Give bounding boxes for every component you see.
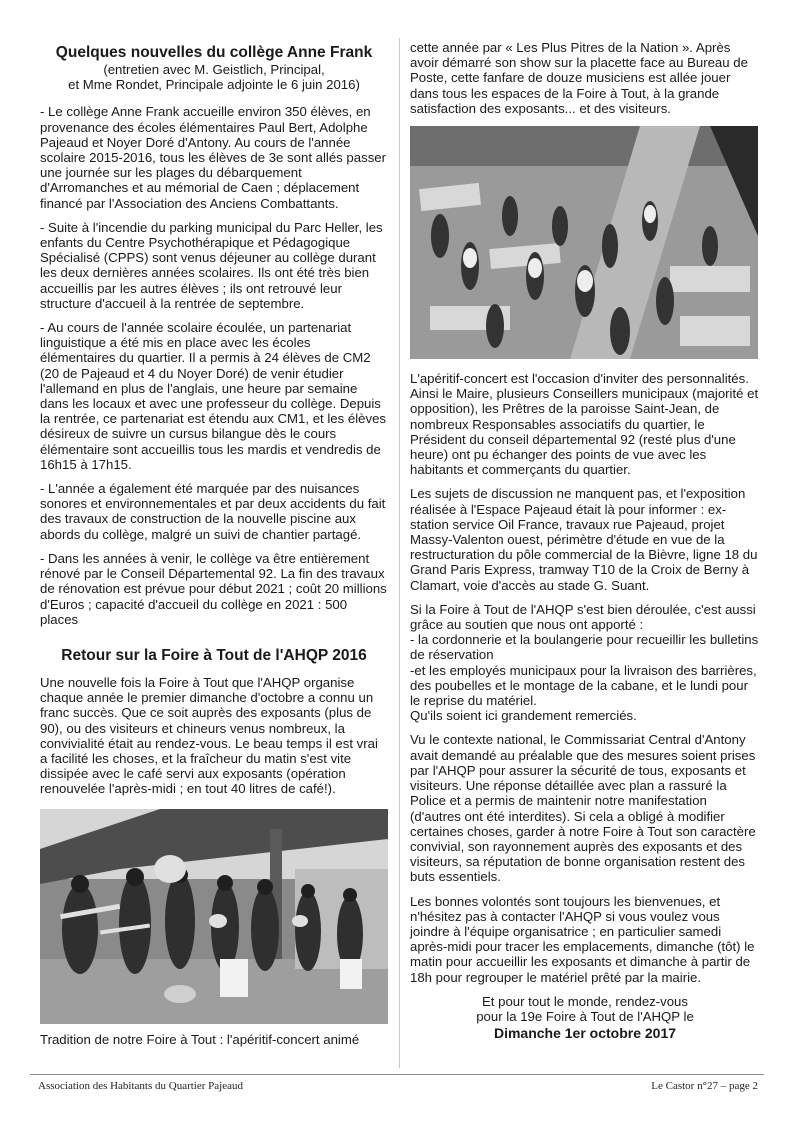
college-paragraph-3: - Au cours de l'année scolaire écoulée, un partenariat linguistique a été mis en place avec les écoles élémentaires du quartier. Il a permis à 24 élèves de CM2 (20 de Pajeaud et 4 du Noyer Doré) de venir étudier l'allemand en plus de l'anglais, une heure par semaine dans les locaux et avec une professeur du collège. Depuis la rentrée, ce partenariat est étendu aux CM1, et les élèves désireux de suivre un cursus bilangue dès le cours élémentaire sont accueillis tous les mardis et vendredis de 16h15 à 17h15. [40, 320, 386, 472]
fanfare-photo [40, 809, 388, 1024]
market-photo-illustration [410, 126, 758, 359]
left-column [40, 44, 388, 1047]
fanfare-photo-illustration [40, 809, 388, 1024]
security-paragraph: Vu le contexte national, le Commissariat Central d'Antony avait demandé au préalable que des mesures soient prises par l'AHQP pour assurer la sécurité de tous, exposants et visiteurs. Une réponse détaillée avec plan a rassuré la Police et a permis de maintenir notre manifestation (d'autres ont été interdites). Si cela a obligé à modifier certaines choses, garder à notre Foire à Tout son caractère convivial, son rayonnement auprès des exposants et des visiteurs, sa réputation de bonne organisation restent des buts essentiels. [410, 732, 756, 885]
foire-paragraph-continued: cette année par « Les Plus Pitres de la Nation ». Après avoir démarré son show sur la placette face au Bureau de Poste, cette fanfare de douze musiciens est allée jouer dans tous les espaces de la Foire à Tout, à la grande satisfaction des exposants... et des visiteurs. [410, 40, 748, 116]
footer-page-number: Le Castor n°27 – page 2 [651, 1080, 758, 1092]
article-subtitle-line1: (entretien avec M. Geistlich, Principal, [103, 62, 325, 77]
footer-rule [30, 1074, 764, 1075]
fanfare-photo-caption: Tradition de notre Foire à Tout : l'apéritif-concert animé [40, 1031, 360, 1047]
thanks-paragraph-intro: Si la Foire à Tout de l'AHQP s'est bien déroulée, c'est aussi grâce au soutien que nous ont apporté : [410, 601, 756, 633]
market-photo [410, 126, 758, 359]
volunteers-paragraph: Les bonnes volontés sont toujours les bienvenues, et n'hésitez pas à contacter l'AHQP si vous voulez vous joindre à l'équipe organisatrice ; en particulier samedi après-midi pour tracer les emplacements, dimanche (tôt) le matin pour accueillir les exposants et dimanche à partir de 18h pour regrouper le matériel prêté par la mairie. [410, 893, 755, 985]
foire-paragraph-1: Une nouvelle fois la Foire à Tout que l'AHQP organise chaque année le premier dimanche d'octobre a connu un franc succès. Que ce soit auprès des exposants (plus de 90), ou des visiteurs et chineurs venus nombreux, la convivialité était au rendez-vous. Le beau temps il est vrai a facilité les choses, et la fraîcheur du matin s'est vite dissipée avec le café servi aux exposants (opération renouvelée l'après-midi ; en tout 40 litres de café!). [40, 674, 378, 797]
closing-date: Dimanche 1er octobre 2017 [493, 1025, 677, 1042]
column-divider [399, 38, 400, 1068]
college-paragraph-5: - Dans les années à venir, le collège va être entièrement rénové par le Conseil Départemental 92. La fin des travaux de rénovation est prévue pour début 2021 ; coût 20 millions d'Euros ; capacité d'accueil du collège en 2021 : 500 places [40, 550, 387, 627]
college-paragraph-1: - Le collège Anne Frank accueille environ 350 élèves, en provenance des écoles élémentaires Paul Bert, Adolphe Pajeaud et Noyer Doré d'Antony. Au cours de l'année scolaire 2015-2016, tous les élèves de 3e sont allés passer une journée sur les plages du débarquement d'Arromanches et au mémorial de Caen ; déplacement financé par l'Association des Anciens Combattants. [40, 104, 387, 211]
thanks-item-2: -et les employés municipaux pour la livraison des barrières, des poubelles et le montage de la cabane, et le lundi pour le reprise du matériel. [410, 662, 757, 709]
article-title-foire: Retour sur la Foire à Tout de l'AHQP 2016 [61, 646, 367, 664]
exposition-paragraph: Les sujets de discussion ne manquent pas, et l'exposition réalisée à l'Espace Pajeaud était là pour informer : ex-station service Oil France, travaux rue Pajeaud, projet Massy-Valenton ouest, périmètre d'étude en vue de la restructuration du pôle commercial de la Bièvre, ligne 18 du Grand Paris Express, tramway T10 de la Croix de Berny à Clamart, voie d'accès au stade G. Suant. [410, 486, 758, 593]
article-title-college: Quelques nouvelles du collège Anne Frank [55, 44, 373, 61]
aperitif-paragraph: L'apéritif-concert est l'occasion d'inviter des personnalités. Ainsi le Maire, plusieurs Conseillers municipaux (majorité et opposition), les Prêtres de la paroisse Saint-Jean, de nombreux Responsables associatifs du quartier, le Président du conseil départemental 92 (resté plus d'une heure) ont pu échanger des points de vue avec les habitants et commerçants du quartier. [410, 371, 759, 478]
college-paragraph-4: - L'année a également été marquée par des nuisances sonores et environnementales et par deux accidents du fait des travaux de construction de la nouvelle piscine aux abords du collège, malgré un suivi de chantier partagé. [40, 481, 386, 542]
closing-line-2: pour la 19e Foire à Tout de l'AHQP le [476, 1008, 694, 1024]
footer-association: Association des Habitants du Quartier Pajeaud [38, 1080, 243, 1092]
college-paragraph-2: - Suite à l'incendie du parking municipal du Parc Heller, les enfants du Centre Psychothérapique et Pédagogique Spécialisé (CPPS) sont venus déjeuner au collège durant les deux dernières années scolaires. Ils ont été très bien accueillis par les autres élèves ; ils ont retrouvé leur structure d'accueil à la rentrée de septembre. [40, 219, 383, 311]
right-column [410, 40, 760, 1042]
article-subtitle-line2: et Mme Rondet, Principale adjointe le 6 juin 2016) [68, 77, 360, 93]
closing-line-1: Et pour tout le monde, rendez-vous [482, 993, 688, 1009]
thanks-closing: Qu'ils soient ici grandement remerciés. [410, 708, 637, 724]
thanks-item-1: - la cordonnerie et la boulangerie pour recueillir les bulletins de réservation [410, 632, 759, 663]
closing-announcement [410, 994, 760, 1042]
